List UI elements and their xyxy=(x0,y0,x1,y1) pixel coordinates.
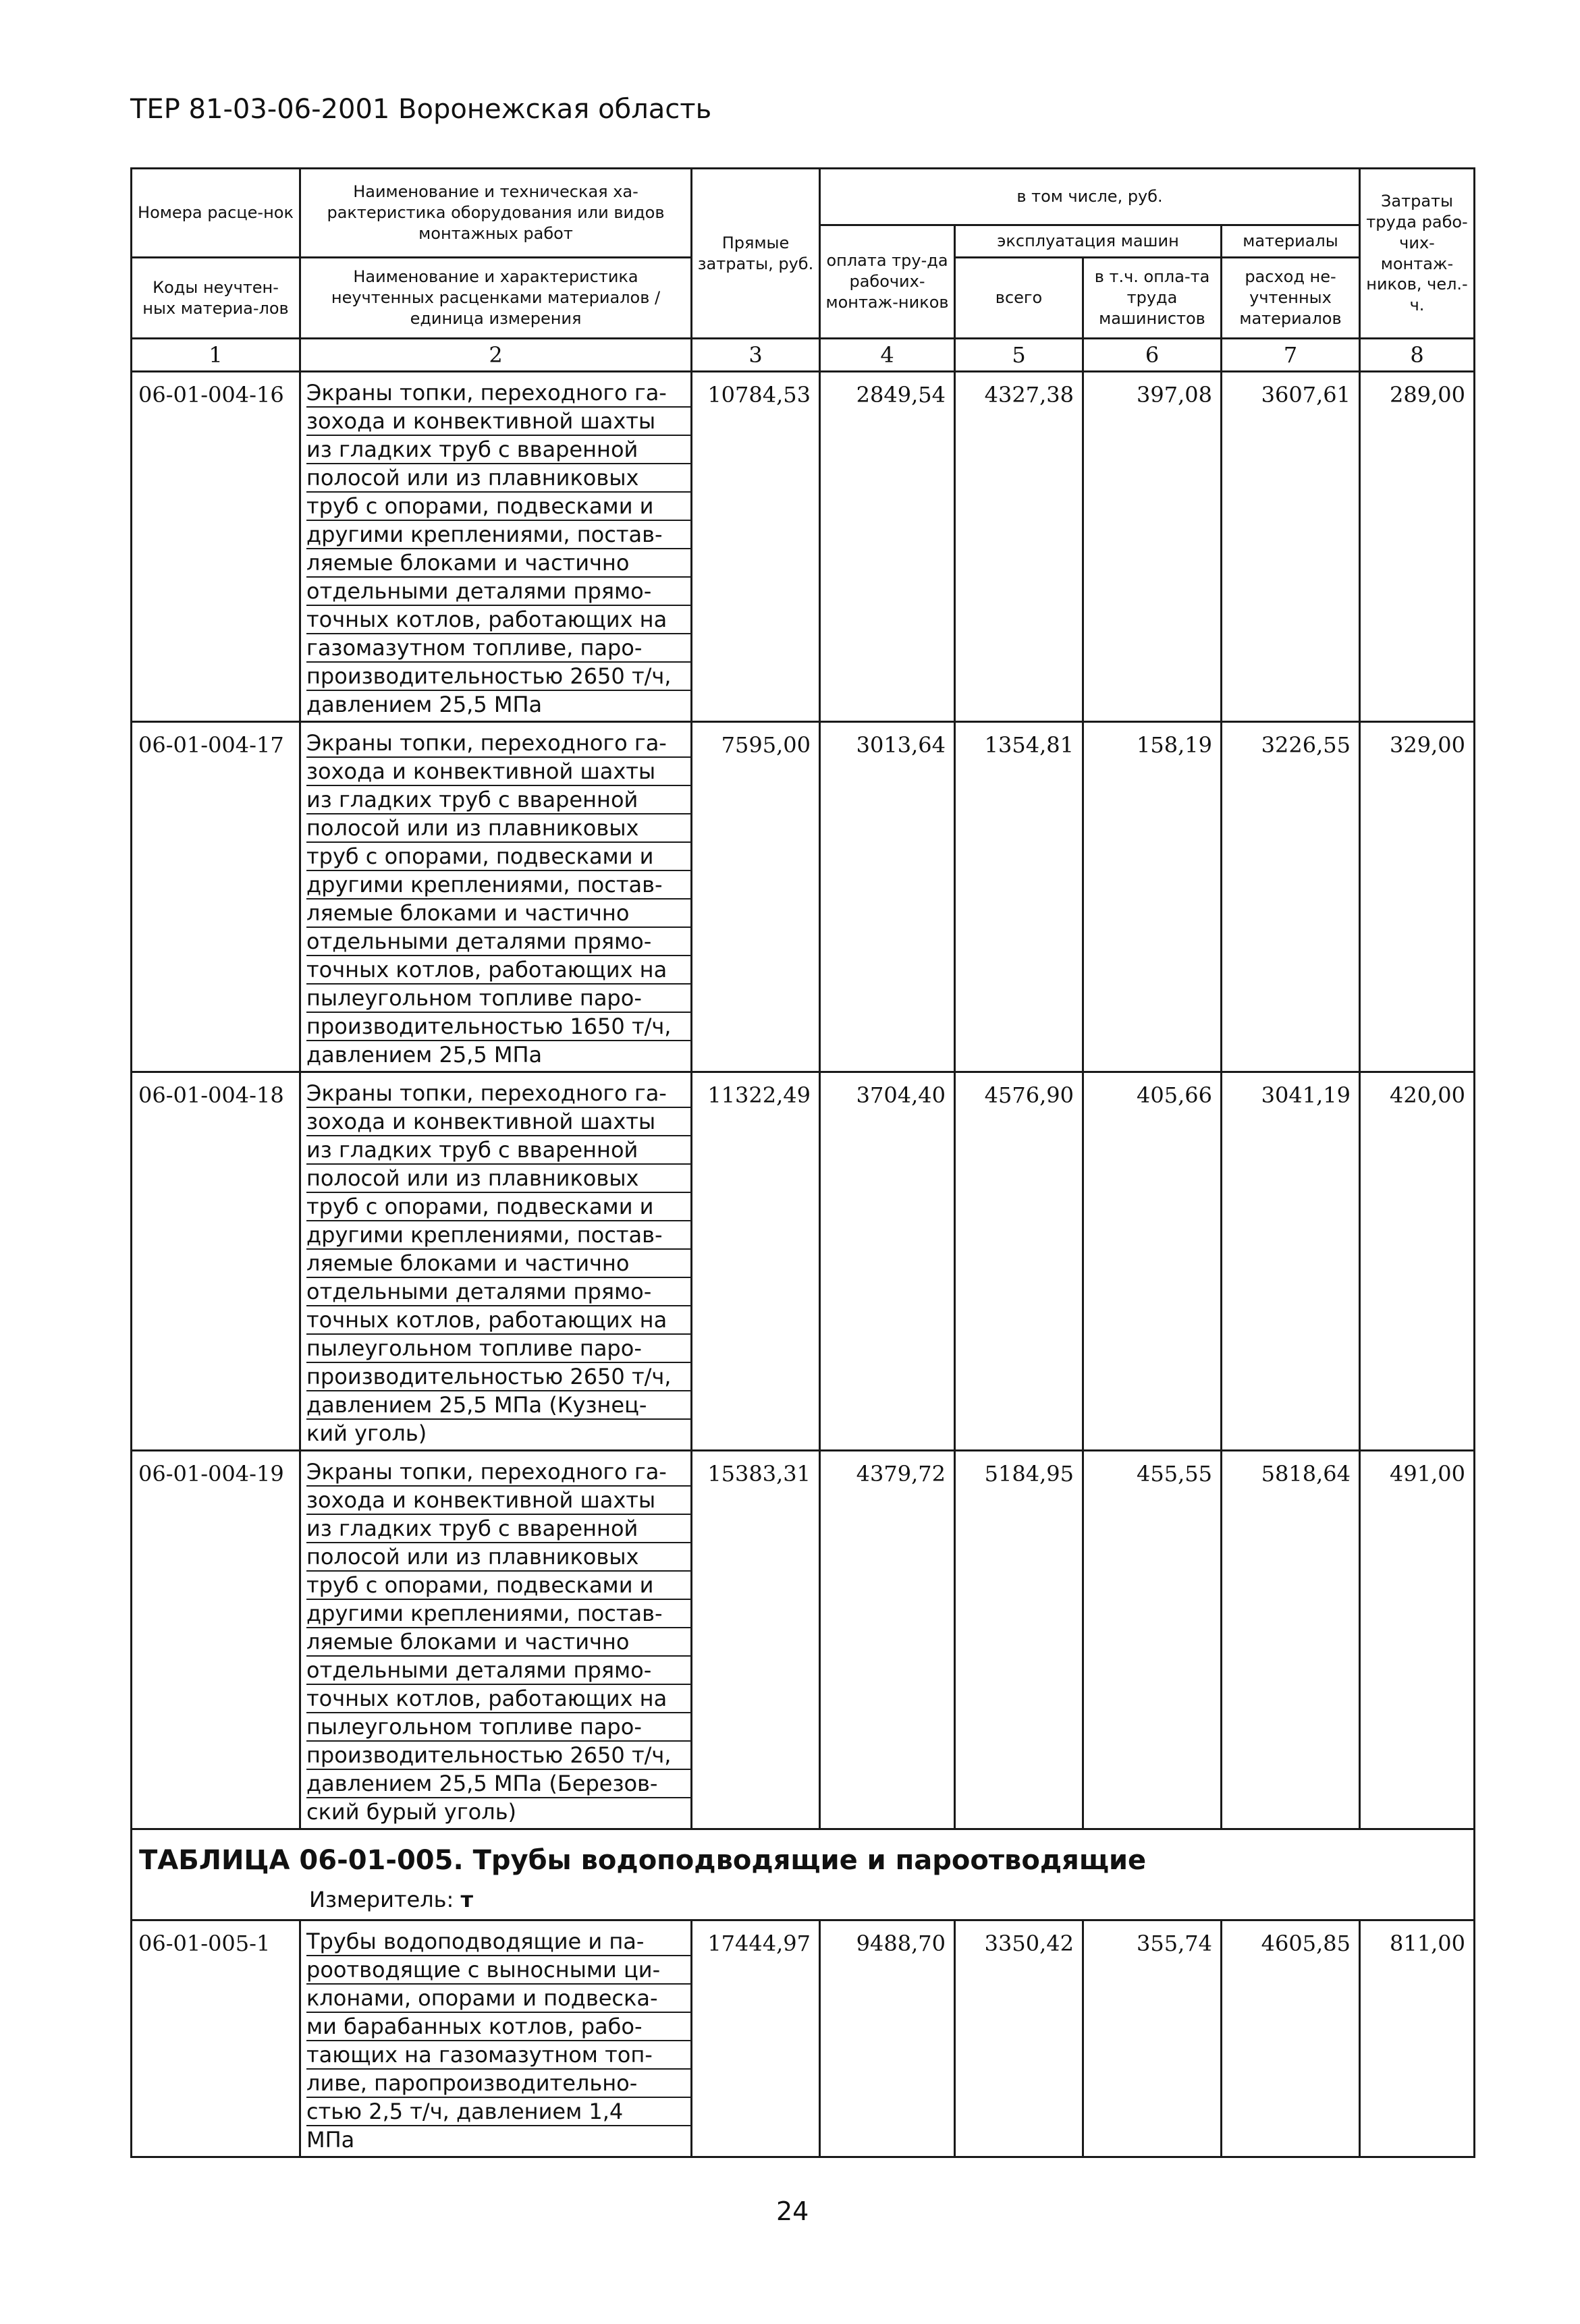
description-line: отдельными деталями прямо- xyxy=(306,1657,690,1685)
machinist-wage: 355,74 xyxy=(1083,1920,1222,2157)
direct-costs: 15383,31 xyxy=(692,1451,820,1829)
section-unit-row xyxy=(132,1881,1475,1920)
description-line: стью 2,5 т/ч, давлением 1,4 xyxy=(306,2098,690,2126)
column-number: 1 xyxy=(132,339,300,372)
description-line: полосой или из плавниковых xyxy=(306,1543,690,1572)
column-number: 2 xyxy=(300,339,692,372)
materials-cost: 3226,55 xyxy=(1222,722,1360,1072)
direct-costs: 11322,49 xyxy=(692,1072,820,1451)
description-line: пылеугольном топливе паро- xyxy=(306,1335,690,1363)
table-row xyxy=(132,1920,1475,2157)
section-title-row xyxy=(132,1829,1475,1882)
description-line: зохода и конвективной шахты xyxy=(306,408,690,436)
column-number-row xyxy=(132,339,1475,372)
section-title-text: ТАБЛИЦА 06-01-005. Трубы водоподводящие и пароотводящие xyxy=(139,1845,1147,1876)
description-line: роотводящие с выносными ци- xyxy=(306,1956,690,1985)
unit-value: т xyxy=(460,1887,474,1912)
machinist-wage: 405,66 xyxy=(1083,1072,1222,1451)
column-number: 7 xyxy=(1222,339,1360,372)
description-line: производительностью 2650 т/ч, xyxy=(306,663,690,691)
description-line: ми барабанных котлов, рабо- xyxy=(306,2013,690,2041)
rate-description xyxy=(300,1451,692,1829)
description-line: тающих на газомазутном топ- xyxy=(306,2041,690,2070)
description-line: давлением 25,5 МПа xyxy=(306,1042,543,1068)
description-line: производительностью 2650 т/ч, xyxy=(306,1742,690,1770)
header-unaccounted-materials: расход не-учтенных материалов xyxy=(1222,258,1360,339)
column-number: 8 xyxy=(1360,339,1475,372)
header-materials: материалы xyxy=(1222,225,1360,258)
description-line: ляемые блоками и частично xyxy=(306,549,690,578)
rate-code: 06-01-004-16 xyxy=(132,372,300,722)
description-line: Экраны топки, переходного га- xyxy=(306,1458,690,1487)
column-number: 5 xyxy=(955,339,1083,372)
materials-cost: 4605,85 xyxy=(1222,1920,1360,2157)
rate-description xyxy=(300,1920,692,2157)
description-line: ляемые блоками и частично xyxy=(306,1628,690,1657)
machine-total: 4327,38 xyxy=(955,372,1083,722)
machinist-wage: 397,08 xyxy=(1083,372,1222,722)
description-line: полосой или из плавниковых xyxy=(306,814,690,843)
header-codes-top: Номера расце-нок xyxy=(132,169,300,258)
page-number: 24 xyxy=(776,2196,809,2226)
description-line: труб с опорами, подвесками и xyxy=(306,1572,690,1600)
description-line: пылеугольном топливе паро- xyxy=(306,1713,690,1742)
header-machine-operation: эксплуатация машин xyxy=(955,225,1222,258)
materials-cost: 5818,64 xyxy=(1222,1451,1360,1829)
description-line: другими креплениями, постав- xyxy=(306,1600,690,1628)
materials-cost: 3041,19 xyxy=(1222,1072,1360,1451)
table-row xyxy=(132,1072,1475,1451)
description-line: точных котлов, работающих на xyxy=(306,1306,690,1335)
description-line: зохода и конвективной шахты xyxy=(306,1487,690,1515)
labor-wage: 9488,70 xyxy=(820,1920,955,2157)
description-line: из гладких труб с вваренной xyxy=(306,1136,690,1165)
document-title: ТЕР 81-03-06-2001 Воронежская область xyxy=(130,94,712,125)
column-number: 4 xyxy=(820,339,955,372)
description-line: отдельными деталями прямо- xyxy=(306,578,690,606)
machine-total: 3350,42 xyxy=(955,1920,1083,2157)
description-line: производительностью 1650 т/ч, xyxy=(306,1013,690,1041)
description-line: точных котлов, работающих на xyxy=(306,606,690,634)
description-line: из гладких труб с вваренной xyxy=(306,1515,690,1543)
description-line: ский бурый уголь) xyxy=(306,1799,517,1825)
machine-total: 4576,90 xyxy=(955,1072,1083,1451)
description-line: ляемые блоками и частично xyxy=(306,1250,690,1278)
description-line: из гладких труб с вваренной xyxy=(306,436,690,464)
header-labor-cost: Затраты труда рабо-чих-монтаж-ников, чел.-ч. xyxy=(1360,169,1475,339)
machine-total: 1354,81 xyxy=(955,722,1083,1072)
rate-description xyxy=(300,372,692,722)
description-line: давлением 25,5 МПа (Кузнец- xyxy=(306,1391,690,1420)
table-row xyxy=(132,372,1475,722)
header-direct-costs: Прямые затраты, руб. xyxy=(692,169,820,339)
description-line: ливе, паропроизводительно- xyxy=(306,2070,690,2098)
description-line: отдельными деталями прямо- xyxy=(306,928,690,956)
header-including: в том числе, руб. xyxy=(820,169,1360,225)
description-line: газомазутном топливе, паро- xyxy=(306,634,690,663)
header-row-top xyxy=(132,169,1475,225)
description-line: точных котлов, работающих на xyxy=(306,956,690,985)
header-codes-bottom: Коды неучтен-ных материа-лов xyxy=(132,258,300,339)
machinist-wage: 158,19 xyxy=(1083,722,1222,1072)
description-line: другими креплениями, постав- xyxy=(306,521,690,549)
labor-wage: 3704,40 xyxy=(820,1072,955,1451)
description-line: другими креплениями, постав- xyxy=(306,871,690,900)
labor-cost: 329,00 xyxy=(1360,722,1475,1072)
direct-costs: 7595,00 xyxy=(692,722,820,1072)
direct-costs: 10784,53 xyxy=(692,372,820,722)
section-unit xyxy=(132,1881,1475,1920)
description-line: МПа xyxy=(306,2127,355,2153)
column-number: 6 xyxy=(1083,339,1222,372)
description-line: Экраны топки, переходного га- xyxy=(306,1080,690,1108)
labor-wage: 4379,72 xyxy=(820,1451,955,1829)
description-line: труб с опорами, подвесками и xyxy=(306,843,690,871)
labor-wage: 3013,64 xyxy=(820,722,955,1072)
description-line: другими креплениями, постав- xyxy=(306,1221,690,1250)
description-line: труб с опорами, подвесками и xyxy=(306,493,690,521)
rate-code: 06-01-004-19 xyxy=(132,1451,300,1829)
description-line: пылеугольном топливе паро- xyxy=(306,985,690,1013)
labor-cost: 491,00 xyxy=(1360,1451,1475,1829)
price-table xyxy=(130,167,1475,2158)
description-line: труб с опорами, подвесками и xyxy=(306,1193,690,1221)
description-line: производительностью 2650 т/ч, xyxy=(306,1363,690,1391)
header-name-top: Наименование и техническая ха-рактеристика оборудования или видов монтажных работ xyxy=(300,169,692,258)
table-row xyxy=(132,1451,1475,1829)
rate-code: 06-01-005-1 xyxy=(132,1920,300,2157)
header-labor-wage: оплата тру-да рабочих-монтаж-ников xyxy=(820,225,955,339)
labor-wage: 2849,54 xyxy=(820,372,955,722)
unit-label: Измеритель: xyxy=(309,1887,454,1912)
labor-cost: 811,00 xyxy=(1360,1920,1475,2157)
description-line: зохода и конвективной шахты xyxy=(306,1108,690,1136)
header-machinist-wage: в т.ч. опла-та труда машинистов xyxy=(1083,258,1222,339)
rate-code: 06-01-004-17 xyxy=(132,722,300,1072)
description-line: ляемые блоками и частично xyxy=(306,900,690,928)
description-line: кий уголь) xyxy=(306,1420,427,1446)
machinist-wage: 455,55 xyxy=(1083,1451,1222,1829)
column-number: 3 xyxy=(692,339,820,372)
description-line: клонами, опорами и подвеска- xyxy=(306,1985,690,2013)
description-line: зохода и конвективной шахты xyxy=(306,758,690,786)
table-row xyxy=(132,722,1475,1072)
description-line: полосой или из плавниковых xyxy=(306,464,690,493)
description-line: точных котлов, работающих на xyxy=(306,1685,690,1713)
labor-cost: 420,00 xyxy=(1360,1072,1475,1451)
header-name-bottom: Наименование и характеристика неучтенных расценками материалов / единица измерения xyxy=(300,258,692,339)
section-title xyxy=(132,1829,1475,1882)
header-machine-total: всего xyxy=(955,258,1083,339)
rate-description xyxy=(300,722,692,1072)
rate-description xyxy=(300,1072,692,1451)
description-line: Экраны топки, переходного га- xyxy=(306,729,690,758)
description-line: полосой или из плавниковых xyxy=(306,1165,690,1193)
direct-costs: 17444,97 xyxy=(692,1920,820,2157)
description-line: из гладких труб с вваренной xyxy=(306,786,690,814)
machine-total: 5184,95 xyxy=(955,1451,1083,1829)
description-line: Экраны топки, переходного га- xyxy=(306,379,690,408)
materials-cost: 3607,61 xyxy=(1222,372,1360,722)
rate-code: 06-01-004-18 xyxy=(132,1072,300,1451)
description-line: отдельными деталями прямо- xyxy=(306,1278,690,1306)
labor-cost: 289,00 xyxy=(1360,372,1475,722)
description-line: давлением 25,5 МПа xyxy=(306,692,543,717)
description-line: давлением 25,5 МПа (Березов- xyxy=(306,1770,690,1798)
description-line: Трубы водоподводящие и па- xyxy=(306,1928,690,1956)
